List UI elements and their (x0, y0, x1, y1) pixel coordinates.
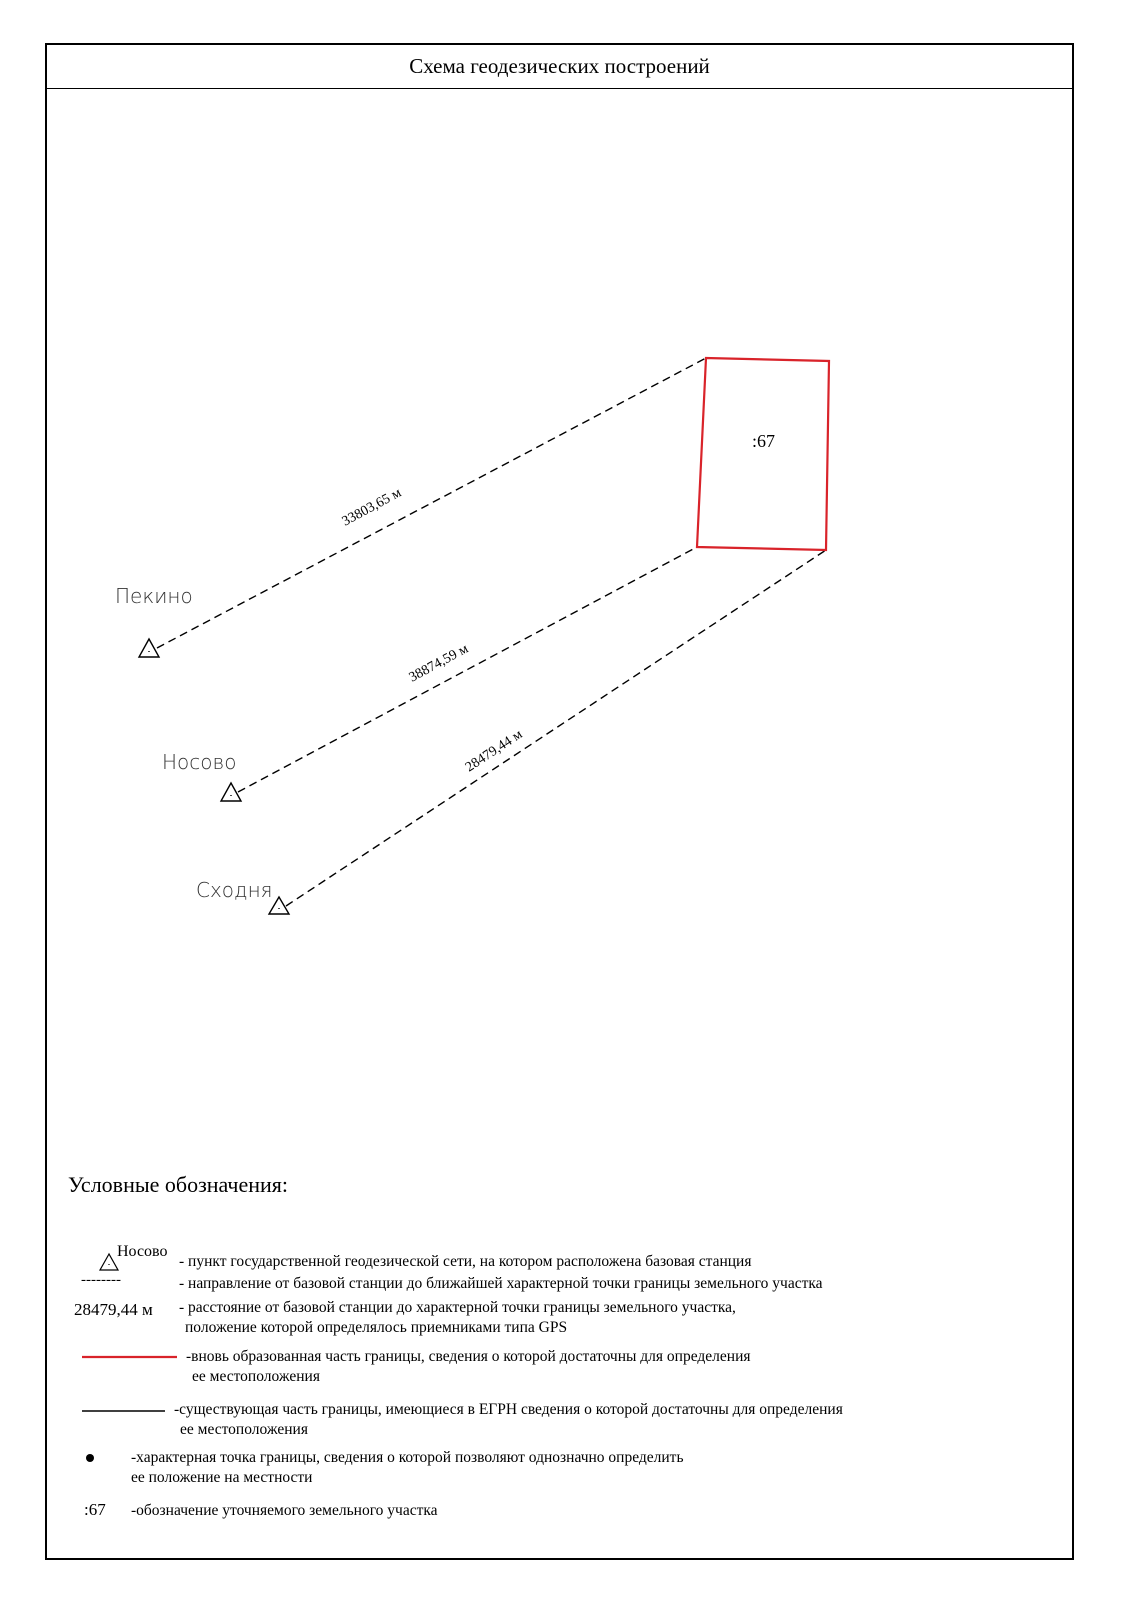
station-triangle-icon (139, 639, 159, 657)
legend-direction-symbol: -------- (81, 1272, 121, 1288)
legend-station-label: Носово (117, 1243, 168, 1260)
legend-station-text: - пункт государственной геодезической сети, на котором расположена базовая станция (179, 1253, 752, 1270)
distance-label-skhodnya: 28479,44 м (462, 727, 526, 776)
legend-parcel-text: -обозначение уточняемого земельного участка (131, 1502, 438, 1519)
station-name-skhodnya: Сходня (196, 878, 273, 902)
legend-distance-text-1: - расстояние от базовой станции до характерной точки границы земельного участка, (179, 1299, 736, 1316)
legend-existing-border-text-1: -существующая часть границы, имеющиеся в ЕГРН сведения о которой достаточны для определения (174, 1401, 843, 1418)
legend-point-icon (86, 1454, 94, 1462)
station-name-nosovo: Носово (162, 750, 237, 774)
legend-direction-text: - направление от базовой станции до ближайшей характерной точки границы земельного участка (179, 1275, 823, 1292)
direction-line-nosovo (238, 547, 697, 792)
legend-point-text-1: -характерная точка границы, сведения о которой позволяют однозначно определить (131, 1449, 684, 1466)
parcel-boundary (697, 358, 829, 550)
legend-title: Условные обозначения: (68, 1172, 289, 1197)
distance-label-nosovo: 38874,59 м (406, 641, 471, 686)
parcel-label: :67 (752, 431, 776, 451)
legend-new-border-text-2: ее местоположения (192, 1368, 320, 1385)
legend-distance-text-2: положение которой определялось приемниками типа GPS (185, 1319, 568, 1336)
scheme-title: Схема геодезических построений (47, 45, 1072, 89)
legend-point-text-2: ее положение на местности (131, 1469, 313, 1486)
legend-parcel-symbol: :67 (84, 1500, 106, 1519)
legend-station-icon (100, 1254, 118, 1270)
legend-existing-border-text-2: ее местоположения (180, 1421, 308, 1438)
station-name-pekino: Пекино (115, 584, 193, 608)
distance-label-pekino: 33803,65 м (339, 485, 404, 530)
legend-distance-symbol: 28479,44 м (74, 1300, 153, 1319)
direction-line-pekino (157, 358, 706, 648)
direction-line-skhodnya (286, 550, 826, 906)
legend-new-border-text-1: -вновь образованная часть границы, сведения о которой достаточны для определения (186, 1348, 751, 1365)
